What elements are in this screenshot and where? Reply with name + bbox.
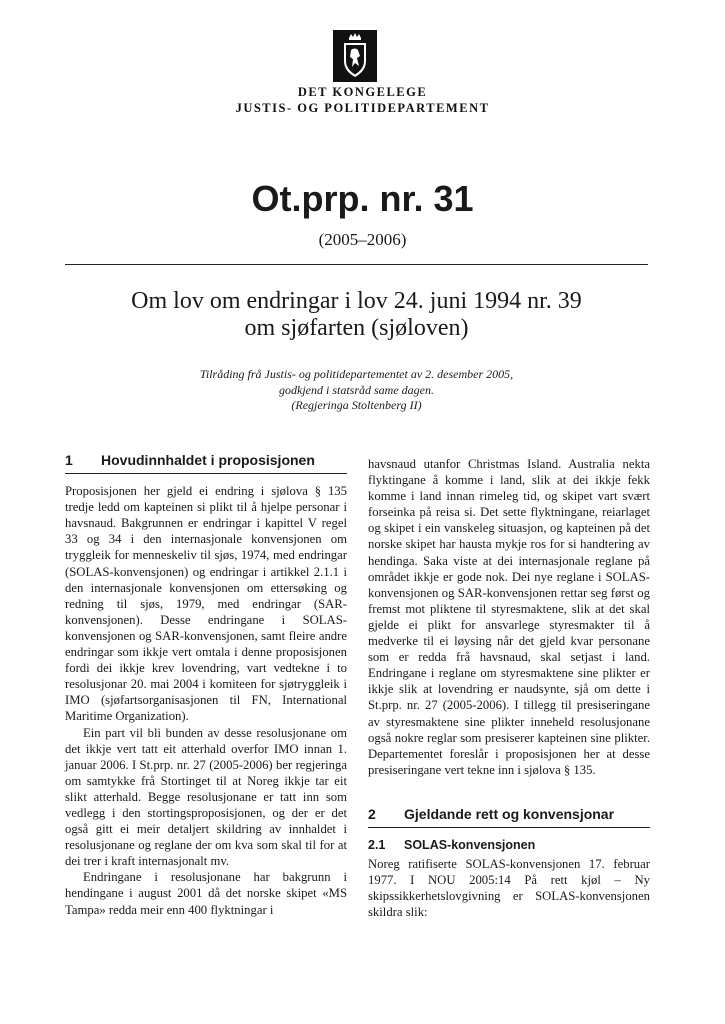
- subsection-number: 2.1: [368, 837, 386, 852]
- section-title: Hovudinnhaldet i proposisjonen: [101, 452, 315, 468]
- paragraph: Ein part vil bli bunden av desse resolusjonane om det ikkje vert tatt eit atterhald overfor IMO innan 1. januar 2006. I St.prp. nr. 27 (2005-2006) ber regjeringa om samtykke frå Stortinget til at Noreg ikkje tar eit slikt atterhald. Begge resolusjonane er tatt inn som vedlegg i den stortingsproposisjonen, og der er det også gitt ei meir detaljert skildring av innhaldet i resolusjonane og reglane der om kva som skal til for at dei trer i kraft internasjonalt mv.: [65, 725, 347, 869]
- proposition-subtitle: [65, 288, 648, 342]
- subtitle-line-2: om sjøfarten (sjøloven): [244, 315, 469, 341]
- section-number: 1: [65, 452, 73, 468]
- section-1-heading: [65, 452, 347, 474]
- section-number: 2: [368, 805, 376, 822]
- section-title: Gjeldande rett og konvensjonar: [404, 805, 615, 822]
- paragraph: Endringane i resolusjonane har bakgrunn i hendingane i august 2001 då det norske skipet «MS Tampa» redda meir enn 400 flyktningar i: [65, 870, 347, 917]
- section-2-1-heading: [368, 837, 650, 853]
- department-line-1: DET KONGELEGE: [297, 85, 428, 99]
- section-2-heading: [368, 806, 650, 828]
- recommendation-note: [65, 367, 648, 414]
- session-year: (2005–2006): [318, 230, 407, 249]
- right-column: [368, 456, 650, 920]
- recommendation-line-2: godkjend i statsråd same dagen.: [279, 382, 434, 397]
- left-column: [65, 452, 347, 918]
- recommendation-line-1: Tilråding frå Justis- og politidepartementet av 2. desember 2005,: [199, 367, 514, 381]
- proposition-title: Ot.prp. nr. 31: [251, 178, 474, 219]
- recommendation-line-3: (Regjeringa Stoltenberg II): [291, 398, 422, 412]
- title-divider: [65, 264, 648, 265]
- paragraph: Proposisjonen her gjeld ei endring i sjølova § 135 tredje ledd om kapteinen si plikt til å hjelpe personar i havsnaud. Bakgrunnen er endringar i kapittel V regel 33 og 34 i den internasjonale konvensjonen om tryggleik for menneskeliv til sjøs, 1974, med endringar (SOLAS-konvensjonen) og endringar i artikkel 2.1.1 i den internasjonale konvensjonen om ettersøking og redning til sjøs, 1979, med endringar (SAR-konvensjonen). Desse endringane i SOLAS-konvensjonen og SAR-konvensjonen, samt fleire andre endringar som ikkje vert omtala i denne proposisjonen fordi dei ikkje krev lovendring, vart vedtekne i to resolusjonar 20. mai 2004 i komiteen for sjøtryggleik i IMO (sjøfartsorganisasjonen til FN, International Maritime Organization).: [65, 484, 347, 724]
- department-line-2: JUSTIS- OG POLITIDEPARTEMENT: [235, 101, 490, 115]
- norwegian-coat-of-arms-icon: [333, 30, 377, 82]
- subsection-title: SOLAS-konvensjonen: [404, 837, 536, 852]
- paragraph: Noreg ratifiserte SOLAS-konvensjonen 17. februar 1977. I NOU 2005:14 På rett kjøl – Ny skipssikkerhetslovgivning er SOLAS-konvensjonen skildra slik:: [368, 857, 650, 920]
- subtitle-line-1: Om lov om endringar i lov 24. juni 1994 nr. 39: [131, 288, 582, 314]
- paragraph-continued: havsnaud utanfor Christmas Island. Australia nekta flyktingane å komme i land, slik at dei ikkje fekk komme i land innan rimeleg tid, og skipet vart svært forseinka på reisa si. Det sette flyktningane, reiarlaget og skipet i ein vanskeleg situasjon, og kapteinen på det norske skipet har hausta mykje ros for si handtering av hendinga. Saka viste at dei internasjonale reglane på området ikkje er gode nok. Dei nye reglane i SOLAS-konvensjonen og SAR-konvensjonen rettar seg først og fremst mot pliktene til styresmaktene, slik at det skal gjelde ei plikt for ansvarlege styresmakter til å medverke til ei løysing når det gjeld kvar personane som er redda frå havsnaud, skal setjast i land. Endringane i reglane om styresmaktene sine plikter er ikkje slik at lovendring er naudsynte, sjå om dette i St.prp. nr. 27 (2005-2006). I tillegg til presiseringane av styresmaktene sine plikter inneheld resolusjonane også nokre reglar som presiserer kapteinen sine plikter. Departementet foreslår i proposisjonen her at desse presiseringane vert tekne inn i sjølova § 135.: [368, 457, 650, 777]
